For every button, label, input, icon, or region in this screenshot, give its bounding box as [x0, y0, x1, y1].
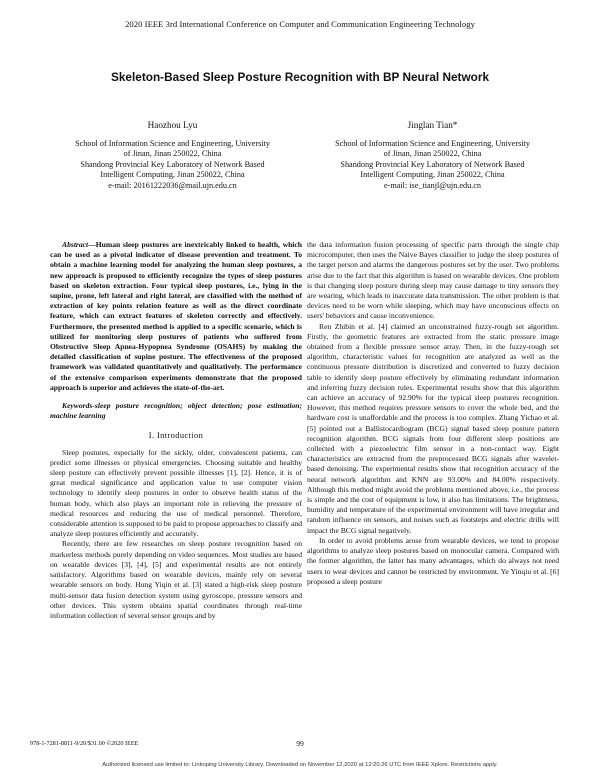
author-affiliation-line: Shandong Provincial Key Laboratory of Network Based — [340, 159, 525, 169]
author-affiliation-line: Intelligent Computing, Jinan 250022, China — [360, 170, 505, 180]
author-email: e-mail: ise_tianjl@ujn.edu.cn — [384, 180, 481, 190]
license-notice: Authorized licensed use limited to: Linkoping University Library. Downloaded on November 12,2020 at 12:20:26 UTC from IEEE Xplore. Restrictions apply. — [102, 762, 498, 768]
author-affiliation-line: Shandong Provincial Key Laboratory of Network Based — [80, 159, 265, 169]
keywords-text: -sleep posture recognition; object detection; pose estimation; machine learning — [50, 401, 302, 421]
author-name: Jinglan Tian* — [407, 120, 458, 130]
author-affiliation-line: School of Information Science and Engineering, University — [335, 138, 530, 148]
keywords — [50, 401, 302, 421]
right-column — [307, 240, 559, 587]
keywords-label: Keywords — [62, 401, 93, 411]
body-paragraph: Ren Zhibin et al. [4] claimed an unconstrained fuzzy-rough set algorithm. Firstly, the geometric features are extracted from the static pressure image obtained from a flexible pressure sensor array. Then, in the fuzzy-rough set algorithm, characteristic values for recognition are analyzed as well as the continuous pressure distribution is discretized and converted to fuzzy decision table to identify sleep posture effectively by eliminating redundant information and inferring fuzzy decision rules. Experimental results show that this algorithm can achieve an accuracy of 92.90% for the typical sleep postures recognition. However, this method requires pressure sensors to cover the whole bed, and the hardware cost is unaffordable and the process is too complex. Zhang Yichao et al. [5] pointed out a Ballistocardiogram (BCG) signal based sleep posture pattern recognition algorithm. BCG signals from four different sleep positions are collected with a piezoelectric film sensor in a non-contact way. Eight characteristics are extracted from the preprocessed BCG signals after wavelet-based denoising. The experimental results show that recognition accuracy of the neural network algorithm and KNN are 93.00% and 84.00% respectively. Although this method might avoid the problems mentioned above, i.e., the process is simple and the cost of equipment is low, it also has limitations. The brightness, humidity and temperature of the experimental environment will have irregular and random influence on sensors, and noises such as footsteps and electric drills will impact the BCG signal negatively. — [307, 321, 559, 535]
author-block-2 — [310, 120, 555, 192]
abstract-label: Abstract — [62, 240, 89, 249]
copyright-footer: 978-1-7281-8811-9/20/$31.00 ©2020 IEEE — [30, 740, 139, 747]
section-heading: I. Introduction — [148, 431, 204, 441]
body-paragraph: In order to avoid problems arose from wearable devices, we tend to propose algorithms to analyze sleep postures based on monocular camera. Compared with the former algorithm, the latter has many advantages, which do always not need users to wear devices and cannot be restricted by environment. Ye Yinqiu et al. [6] proposed a sleep posture — [307, 535, 559, 586]
author-affiliation-line: Intelligent Computing, Jinan 250022, China — [100, 170, 245, 180]
author-email: e-mail: 20161222036@mail.ujn.edu.cn — [108, 180, 237, 190]
body-paragraph: Sleep postures, especially for the sickly, older, convalescent patients, can predict some illnesses or physical emergencies. Choosing suitable and healthy sleep posture can effectively prevent possible illnesses [1], [2]. Hence, it is of great medical significance and application value to use computer vision technology to identify sleep postures in order to observe health status of the human body, which also plays an important role in relieving the pressure of medical resources and reducing the use of medical personnel. Therefore, considerable attention is supposed to be paid to propose approaches to classify and analyze sleep postures efficiently and accurately. — [50, 447, 302, 539]
author-affiliation-line: of Jinan, Jinan 250022, China — [383, 149, 482, 159]
page-number: 99 — [296, 739, 304, 748]
body-paragraph: the data information fusion processing of specific parts through the single chip microcomputer, then uses the Naive Bayes classifier to judge the sleep postures of the target person and alarms the dangerous postures set by the user. Two problems arise due to the fact that this algorithm is based on wearable devices. One problem is that changing sleep posture during sleep may cause damage to tiny sensors they are wearing, which leads to inaccurate data transmission. The other problem is that devices need to be worn while sleeping, which may have unconscious effects on users' behaviors and cause inconvenience. — [307, 240, 559, 321]
author-name: Haozhou Lyu — [147, 120, 198, 130]
left-column — [50, 240, 302, 621]
abstract — [50, 240, 302, 393]
paper-title: Skeleton-Based Sleep Posture Recognition with BP Neural Network — [110, 70, 490, 84]
body-paragraph: Recently, there are few researches on sleep posture recognition based on markerless methods purely depending on video sequences. Most studies are based on wearable devices [3], [4], [5] and experimental results are not entirely satisfactory. Algorithms based on wearable devices, mainly rely on several wearable sensors on body. Hung Yiqin et al. [3] stated a high-risk sleep posture multi-sensor data fusion detection system using gyroscope, pressure sensors and other devices. This system obtains spatial coordinates through real-time information collection of several sensor groups and by — [50, 539, 302, 620]
conference-header: 2020 IEEE 3rd International Conference on Computer and Communication Engineering Technology — [125, 19, 475, 29]
abstract-text: —Human sleep postures are inextricably linked to health, which can be used as a pivotal indicator of disease prevention and treatment. To obtain a machine learning model for analyzing the human sleep postures, a new approach is proposed to efficiently recognize the types of sleep postures based on skeleton extraction. Four typical sleep postures, i.e., lying in the supine, prone, left lateral and right lateral, are classified with the method of extraction of key points relation feature as well as the direct coordinate feature, which can extract features of skeleton correctly and effectively. Furthermore, the presented method is applied to a specific scenario, which is utilized for monitoring sleep postures of patients who suffered from Obstructive Sleep Apnea-Hypopnea Syndrome (OSAHS) by making the detailed classification of supine posture. The effectiveness of the proposed framework was validated quantitatively and qualitatively. The performance of the extensive comparison experiments demonstrate that the proposed approach is superior and achieves the state-of-the-art. — [50, 240, 302, 392]
author-block-1 — [50, 120, 295, 192]
author-affiliation-line: of Jinan, Jinan 250022, China — [123, 149, 222, 159]
author-affiliation-line: School of Information Science and Engineering, University — [75, 138, 270, 148]
